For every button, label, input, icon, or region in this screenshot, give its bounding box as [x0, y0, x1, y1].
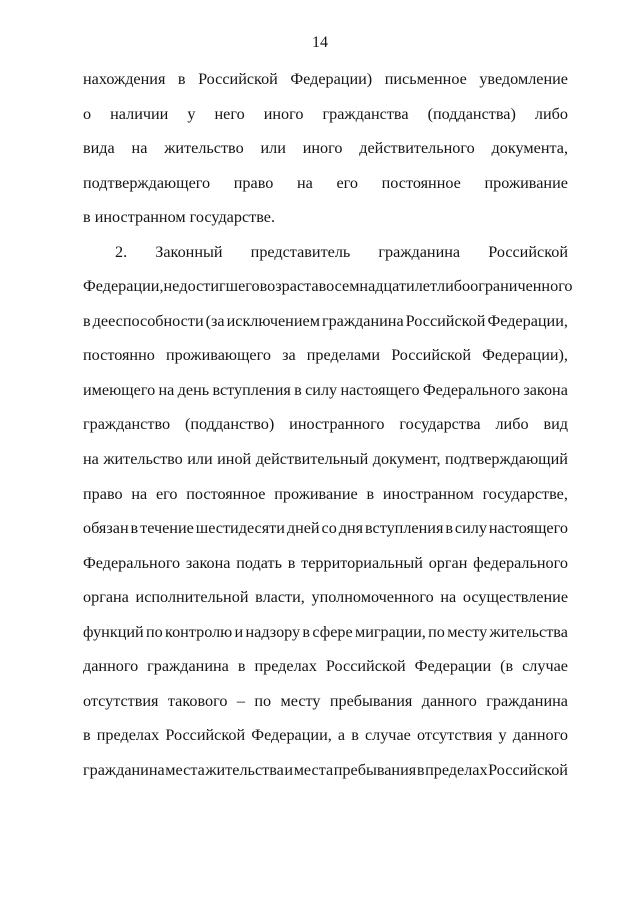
word: исполнительной	[135, 588, 249, 607]
word: на	[83, 450, 99, 469]
word: Российской	[488, 242, 568, 261]
text-line	[83, 484, 568, 519]
word: по	[428, 622, 445, 641]
word: вид	[543, 415, 568, 434]
word: Федерации,	[251, 726, 332, 745]
word: Федерации)	[290, 70, 373, 88]
word: письменное	[384, 70, 467, 88]
word: функций	[83, 622, 144, 641]
word: в	[351, 726, 359, 745]
word: или	[260, 139, 286, 158]
word: в	[445, 519, 453, 538]
word: надзору	[245, 622, 301, 641]
text-line	[83, 725, 568, 760]
word: закона	[523, 380, 568, 399]
word: гражданина	[147, 657, 229, 676]
word: в	[302, 622, 311, 641]
word: документ,	[372, 450, 441, 469]
word: Федерального	[83, 553, 181, 572]
text-line	[83, 138, 568, 173]
word: Федерации	[414, 657, 492, 676]
word: гражданина	[378, 242, 461, 261]
word: места	[165, 760, 205, 779]
word: осуществление	[462, 588, 568, 607]
word: наличии	[110, 104, 169, 123]
word: подтверждающий	[445, 450, 568, 469]
word: случае	[364, 726, 411, 745]
text-line	[83, 69, 568, 104]
word: по	[254, 691, 272, 710]
text-line	[83, 276, 573, 311]
word: (подданство)	[184, 415, 275, 434]
word: места	[293, 760, 334, 779]
text-line	[83, 622, 568, 657]
word: шестидесяти	[195, 519, 285, 538]
word: а	[337, 726, 346, 745]
text-line	[83, 518, 568, 553]
word: постоянное	[186, 484, 266, 503]
word: уполномоченного	[311, 588, 434, 607]
word: и	[234, 622, 244, 641]
word: федерального	[473, 553, 568, 572]
word: проживание	[274, 484, 358, 503]
word: данного	[83, 657, 139, 676]
word: сфере	[312, 622, 353, 641]
word: него	[214, 104, 245, 123]
word: настоящего	[488, 519, 568, 538]
word: в	[237, 657, 246, 676]
word: государстве,	[482, 484, 568, 503]
word: данного	[421, 691, 477, 710]
text-line	[83, 553, 568, 588]
word: гражданина	[83, 760, 165, 779]
word: месту	[280, 691, 321, 710]
word: Российской	[165, 726, 246, 745]
word: Федерального	[422, 380, 521, 399]
word: на	[158, 380, 175, 399]
word: в	[416, 760, 425, 779]
word: достигшего	[179, 277, 260, 296]
word: в	[83, 208, 95, 227]
word: вступления	[212, 380, 291, 399]
word: на	[296, 173, 313, 192]
word: у	[187, 104, 196, 123]
word: вида	[83, 139, 115, 158]
word: гражданство	[83, 415, 171, 434]
word: жительства	[205, 760, 284, 779]
word: территориальный	[301, 553, 423, 572]
word: настоящего	[340, 380, 420, 399]
word: пребывания	[329, 691, 413, 710]
word: жительства	[489, 622, 568, 641]
word: не	[163, 277, 180, 296]
word: иностранном	[94, 208, 190, 227]
word: восемнадцати	[318, 277, 415, 296]
word: проживание	[484, 173, 568, 192]
word: иностранном	[382, 484, 474, 503]
text-line	[83, 380, 568, 415]
word: силу	[454, 519, 487, 538]
word: либо	[495, 415, 529, 434]
word: в	[177, 70, 186, 88]
word: либо	[534, 104, 568, 123]
word: уведомление	[479, 70, 568, 88]
word: в	[294, 380, 302, 399]
page-number: 14	[312, 34, 328, 51]
text-line	[83, 242, 568, 277]
word: право	[83, 484, 123, 503]
text-line	[83, 449, 568, 484]
word: пределах	[254, 657, 317, 676]
word: пределах	[96, 726, 160, 745]
text-line	[83, 345, 568, 380]
word: государства	[399, 415, 481, 434]
word: его	[155, 484, 178, 503]
word: документа,	[491, 139, 568, 158]
word: месту	[447, 622, 488, 641]
word: орган	[428, 553, 468, 572]
word: пребывания	[333, 760, 417, 779]
word: в	[83, 311, 91, 330]
word: постоянное	[381, 173, 461, 192]
word: возраста	[259, 277, 319, 296]
word: Российской	[198, 70, 278, 88]
word: представитель	[250, 242, 351, 261]
text-line	[83, 414, 568, 449]
word: миграции,	[354, 622, 426, 641]
text-line	[83, 587, 568, 622]
word: дня	[338, 519, 364, 538]
word: Российской	[325, 657, 406, 676]
word: контролю	[165, 622, 233, 641]
word: Законный	[155, 242, 223, 261]
word: иного	[263, 104, 304, 123]
word: (в	[500, 657, 514, 676]
word: отсутствия	[416, 726, 493, 745]
word: по	[145, 622, 163, 641]
word: органа	[83, 588, 129, 607]
word: право	[233, 173, 274, 192]
word: ограниченного	[470, 277, 573, 296]
word: обязан	[83, 519, 129, 538]
word: у	[498, 726, 507, 745]
word: дней	[286, 519, 320, 538]
word: власти,	[255, 588, 305, 607]
word: на	[131, 484, 148, 503]
word: течение	[140, 519, 194, 538]
word: иного	[302, 139, 343, 158]
word: –	[236, 691, 245, 710]
word: силу	[305, 380, 338, 399]
word: случае	[522, 657, 568, 676]
word: за	[282, 346, 296, 365]
word: на	[440, 588, 457, 607]
word: дееспособности	[92, 311, 204, 330]
word: действительного	[359, 139, 475, 158]
text-line	[83, 691, 568, 726]
word: Российской	[391, 346, 471, 365]
word: и	[284, 760, 294, 779]
word: проживающего	[165, 346, 271, 365]
word: 2.	[115, 242, 128, 261]
word: в	[130, 519, 139, 538]
word: иностранного	[289, 415, 385, 434]
text-line	[83, 207, 568, 242]
word: иной	[217, 450, 252, 469]
word: имеющего	[83, 380, 156, 399]
text-line	[83, 760, 568, 795]
word: отсутствия	[83, 691, 159, 710]
word: жительство	[164, 139, 244, 158]
word: гражданина	[321, 311, 404, 330]
word: исключением	[226, 311, 320, 330]
word: (подданства)	[427, 104, 516, 123]
word: в	[287, 553, 296, 572]
word: такового	[167, 691, 228, 710]
word: постоянно	[83, 346, 155, 365]
word: Федерации),	[482, 346, 568, 365]
word: государстве.	[189, 208, 276, 227]
text-line	[83, 173, 568, 208]
word: лет	[414, 277, 438, 296]
word: Федерации,	[487, 311, 568, 330]
word: о	[83, 104, 92, 123]
word: действительный	[255, 450, 369, 469]
word: либо	[437, 277, 471, 296]
word: нахождения	[83, 70, 166, 88]
text-line	[83, 104, 568, 139]
word: в	[83, 726, 91, 745]
word: подтверждающего	[83, 173, 211, 192]
word: закона	[185, 553, 231, 572]
text-line	[83, 656, 568, 691]
word: гражданина	[486, 691, 568, 710]
word: со	[321, 519, 337, 538]
word: вступления	[365, 519, 444, 538]
word: день	[177, 380, 210, 399]
word: гражданства	[322, 104, 409, 123]
word: (за	[205, 311, 225, 330]
word: его	[336, 173, 358, 192]
text-line	[83, 311, 568, 346]
document-body	[83, 69, 573, 794]
word: пределами	[306, 346, 381, 365]
word: Российской	[405, 311, 486, 330]
word: на	[131, 139, 148, 158]
word: в	[366, 484, 375, 503]
word: Российской	[488, 760, 568, 779]
word: подать	[236, 553, 282, 572]
word: жительство	[103, 450, 183, 469]
word: Федерации,	[83, 277, 164, 296]
word: пределах	[425, 760, 488, 779]
word: или	[187, 450, 213, 469]
word: данного	[512, 726, 568, 745]
